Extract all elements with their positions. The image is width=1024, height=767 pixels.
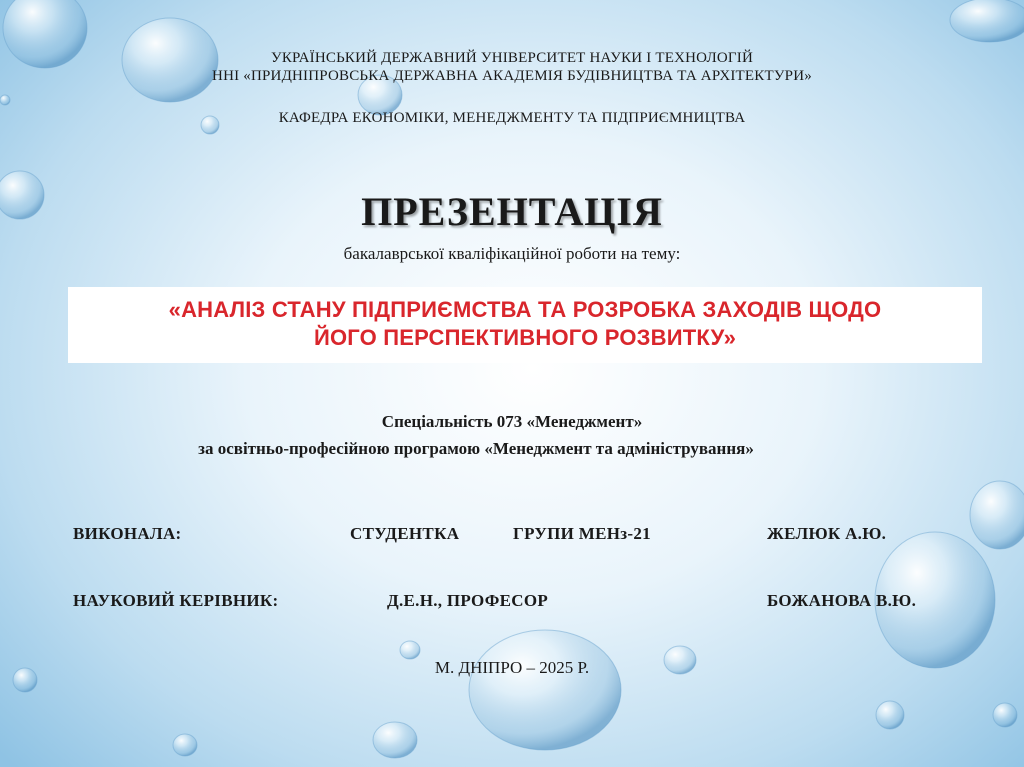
water-drop [876,701,904,729]
water-drop [400,641,420,659]
water-drop [993,703,1017,727]
water-drop [970,481,1024,549]
student-group: ГРУПИ МЕНз-21 [513,524,651,543]
water-drop [950,0,1024,42]
city-year: М. ДНІПРО – 2025 Р. [434,658,590,677]
topic-line-1: «АНАЛІЗ СТАНУ ПІДПРИЄМСТВА ТА РОЗРОБКА ЗАХОДІВ ЩОДО [168,297,882,322]
water-drop [0,95,10,105]
department-name: КАФЕДРА ЕКОНОМІКИ, МЕНЕДЖМЕНТУ ТА ПІДПРИЄМНИЦТВА [278,110,746,126]
water-drop [469,630,621,750]
presentation-title: ПРЕЗЕНТАЦІЯ [361,189,663,234]
student-name: ЖЕЛЮК А.Ю. [767,524,887,543]
presentation-subtitle: бакалаврської кваліфікаційної роботи на тему: [343,244,681,263]
topic-box [68,287,982,363]
performed-label: ВИКОНАЛА: [73,524,182,543]
supervisor-label: НАУКОВИЙ КЕРІВНИК: [73,591,279,610]
supervisor-name: БОЖАНОВА В.Ю. [767,591,917,610]
student-role: СТУДЕНТКА [350,524,460,543]
specialty-line: Спеціальність 073 «Менеджмент» [381,412,643,431]
water-drop [373,722,417,758]
institute-name: ННІ «ПРИДНІПРОВСЬКА ДЕРЖАВНА АКАДЕМІЯ БУДІВНИЦТВА ТА АРХІТЕКТУРИ» [212,68,812,84]
supervisor-degree: Д.Е.Н., ПРОФЕСОР [387,591,549,610]
water-drop [173,734,197,756]
topic-line-2: ЙОГО ПЕРСПЕКТИВНОГО РОЗВИТКУ» [313,325,737,350]
university-name: УКРАЇНСЬКИЙ ДЕРЖАВНИЙ УНІВЕРСИТЕТ НАУКИ І ТЕХНОЛОГІЙ [271,50,753,66]
program-line: за освітньо-професійною програмою «Менеджмент та адміністрування» [198,439,754,458]
